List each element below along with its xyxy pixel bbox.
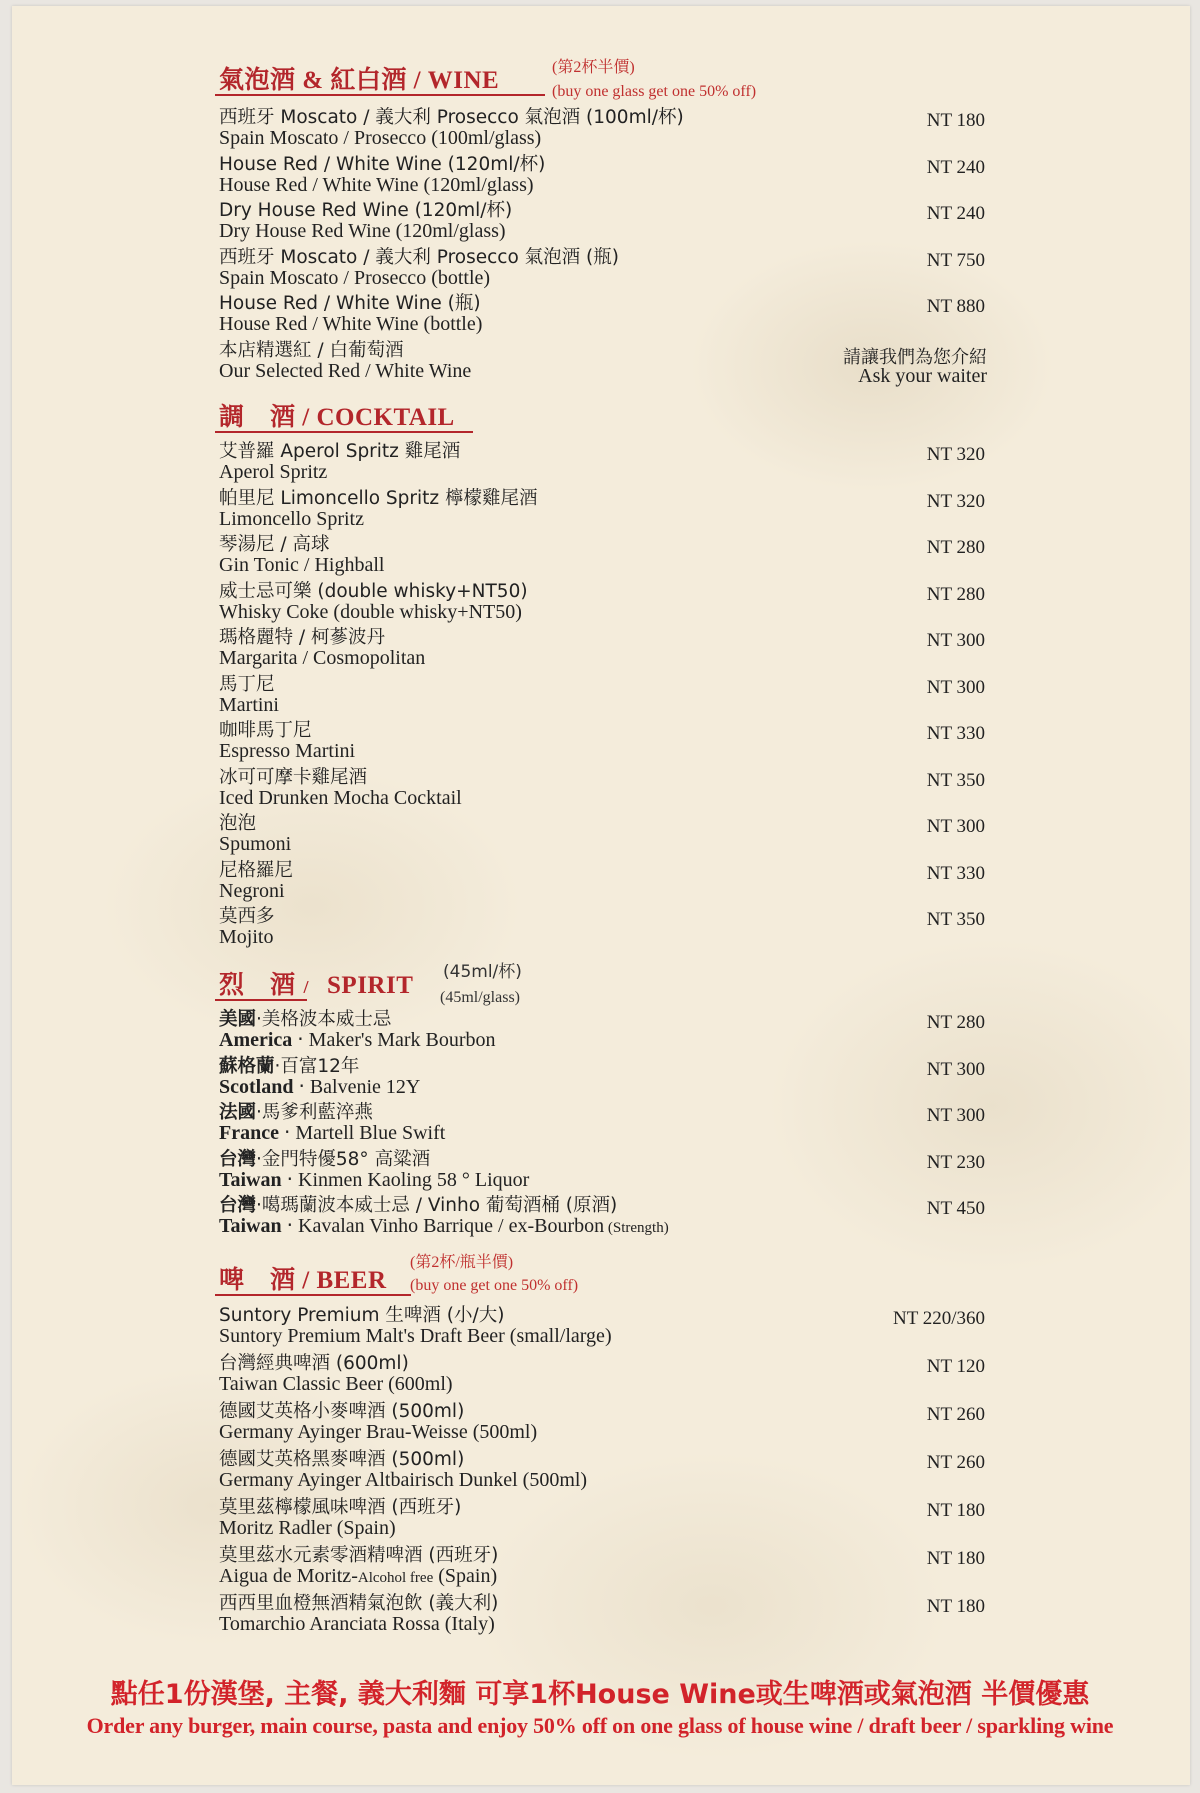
item-name-zh: 莫里茲檸檬風味啤酒 (西班牙) [219,1497,462,1518]
item-price: NT 230 [926,1151,985,1173]
item-price: NT 280 [926,583,985,605]
item-country-zh: 法國 [219,1102,257,1123]
item-name-zh: 冰可可摩卡雞尾酒 [219,766,368,788]
beer-item [219,1306,999,1346]
item-name-zh [219,1150,999,1170]
item-price: NT 280 [926,1012,985,1033]
item-name-en [219,1216,999,1238]
item-name-en: Spumoni [219,833,292,855]
promo-footer-en: Order any burger, main course, pasta and enjoy 50% off on one glass of house wine / draft beer / sparkling wine [86,1713,1114,1738]
item-price: NT 120 [926,1356,985,1377]
item-price: NT 300 [926,1105,985,1126]
beer-item [219,1546,999,1588]
item-name-zh: 泡泡 [219,813,257,834]
beer-item [219,1594,999,1634]
spirit-note-zh: (45ml/杯) [443,962,522,982]
beer-promo-note-en: (buy one get one 50% off) [410,1277,579,1294]
item-price: NT 240 [926,156,985,178]
item-price: NT 350 [926,909,985,930]
beer-section-title: 啤 酒 / BEER [219,1260,387,1296]
item-name-en: Spain Moscato / Prosecco (100ml/glass) [219,127,542,149]
spirit-item [219,1010,999,1050]
cocktail-item [219,442,999,482]
item-name-zh [219,1057,999,1077]
item-price: NT 300 [926,1058,985,1080]
cocktail-item [219,582,999,622]
item-spirit-zh: ‧噶瑪蘭波本威士忌 / Vinho 葡萄酒桶 (原酒) [256,1195,618,1216]
cocktail-item [219,768,999,808]
beer-item [219,1402,999,1442]
item-name-en: Espresso Martini [219,740,356,762]
item-price: NT 240 [926,203,985,224]
item-name-en: Spain Moscato / Prosecco (bottle) [219,266,491,289]
item-price: NT 300 [926,630,985,651]
item-price: NT 750 [926,249,985,271]
item-name-en: Germany Ayinger Brau-Weisse (500ml) [219,1421,538,1443]
cocktail-section-title: 調 酒 / COCKTAIL [219,397,455,433]
spirit-item [219,1196,999,1238]
item-spirit-zh: ‧美格波本威士忌 [256,1009,392,1030]
item-spirit-en-note: (Strength) [604,1220,669,1236]
item-name-en [219,1030,999,1050]
item-price: NT 180 [926,110,985,131]
item-name-zh: Suntory Premium 生啤酒 (小/大) [219,1305,505,1326]
item-price: NT 330 [926,723,985,744]
item-name-zh: 莫里茲水元素零酒精啤酒 (西班牙) [219,1545,499,1566]
item-name-en: Aigua de Moritz-Alcohol free (Spain) [219,1565,498,1587]
cocktail-item [219,675,999,715]
item-name-zh: House Red / White Wine (120ml/杯) [219,153,546,175]
item-name-zh [219,1103,999,1123]
item-country-zh: 蘇格蘭 [219,1055,275,1077]
item-name-en: Margarita / Cosmopolitan [219,647,426,669]
item-country-zh: 台灣 [219,1148,257,1170]
item-name-en: Germany Ayinger Altbairisch Dunkel (500ml) [219,1469,588,1491]
item-spirit-en: ‧ Maker's Mark Bourbon [292,1029,496,1051]
item-spirit-en: ‧ Balvenie 12Y [293,1075,421,1098]
item-name-zh: Dry House Red Wine (120ml/杯) [219,200,513,221]
item-price: 請讓我們為您介紹 [843,346,987,368]
item-name-en: Suntory Premium Malt's Draft Beer (small/large) [219,1325,612,1347]
item-name-en: Mojito [219,926,274,948]
item-name-zh: 德國艾英格黑麥啤酒 (500ml) [219,1449,465,1470]
cocktail-item [219,814,999,854]
item-price: NT 330 [926,862,985,884]
beer-item [219,1354,999,1394]
item-price-note: Ask your waiter [858,364,987,387]
item-price: NT 300 [926,816,985,837]
item-name-zh [219,1010,999,1030]
wine-item [219,108,999,148]
item-name-en: Gin Tonic / Highball [219,554,385,576]
item-name-zh: 本店精選紅 / 白葡萄酒 [219,339,404,361]
item-name-en [219,1077,999,1097]
wine-promo-note-zh: (第2杯半價) [552,59,635,76]
item-name-en: Martini [219,693,279,716]
item-name-en: Dry House Red Wine (120ml/glass) [219,220,506,242]
cocktail-item [219,628,999,668]
item-name-en: Whisky Coke (double whisky+NT50) [219,600,522,623]
cocktail-item [219,489,999,529]
item-name-zh: 艾普羅 Aperol Spritz 雞尾酒 [219,441,461,462]
item-name-en: Iced Drunken Mocha Cocktail [219,786,462,809]
item-spirit-zh: ‧馬爹利藍淬燕 [256,1102,373,1123]
item-name-zh: 咖啡馬丁尼 [219,720,312,741]
spirit-section-title: 烈 酒 / SPIRIT [219,965,413,1001]
item-name-zh: 尼格羅尼 [219,859,294,881]
item-name-zh: 威士忌可樂 (double whisky+NT50) [219,580,528,602]
item-name-en: House Red / White Wine (120ml/glass) [219,173,534,196]
item-name-zh: 西班牙 Moscato / 義大利 Prosecco 氣泡酒 (100ml/杯) [219,107,684,128]
cocktail-item [219,907,999,947]
item-price: NT 320 [926,490,985,512]
beer-item [219,1498,999,1538]
wine-section-title: 氣泡酒 & 紅白酒 / WINE [219,60,499,96]
item-spirit-en: ‧ Martell Blue Swift [278,1122,446,1144]
wine-item [219,339,999,387]
item-spirit-en: ‧ Kavalan Vinho Barrique / ex-Bourbon [281,1215,605,1237]
item-country-zh: 台灣 [219,1195,257,1216]
item-country-en: Taiwan [219,1168,282,1191]
item-name-zh: 琴湯尼 / 高球 [219,534,330,555]
item-name-zh: 莫西多 [219,906,275,927]
item-price: NT 260 [926,1404,985,1425]
item-country-en: America [219,1029,293,1051]
wine-item [219,248,999,288]
item-name-zh: 西西里血橙無酒精氣泡飲 (義大利) [219,1593,499,1614]
item-name-en: Limoncello Spritz [219,507,364,530]
item-spirit-zh: ‧金門特優58° 高粱酒 [256,1148,431,1170]
beer-item [219,1450,999,1490]
item-price: NT 180 [926,1548,985,1569]
item-price: NT 220/360 [892,1308,985,1329]
item-price: NT 450 [926,1198,985,1219]
item-name-zh: 瑪格麗特 / 柯蔘波丹 [219,627,385,648]
wine-promo-note-en: (buy one glass get one 50% off) [552,83,757,100]
item-name-en: Aperol Spritz [219,461,328,483]
cocktail-item [219,721,999,761]
item-name-zh: 馬丁尼 [219,673,275,695]
item-name-en: House Red / White Wine (bottle) [219,313,483,335]
item-name-zh [219,1196,999,1216]
item-name-zh: 西班牙 Moscato / 義大利 Prosecco 氣泡酒 (瓶) [219,246,619,268]
item-price: NT 260 [926,1452,985,1473]
spirit-item [219,1057,999,1097]
item-price: NT 880 [926,296,985,317]
item-country-en: France [219,1122,279,1144]
item-name-en [219,1170,999,1190]
item-price: NT 280 [926,537,985,558]
item-name-en: Moritz Radler (Spain) [219,1517,396,1539]
spirit-note-en: (45ml/glass) [440,989,520,1006]
item-name-en: Taiwan Classic Beer (600ml) [219,1373,453,1395]
beer-promo-note-zh: (第2杯/瓶半價) [410,1254,514,1271]
wine-item [219,201,999,241]
wine-item [219,155,999,195]
item-name-zh: 台灣經典啤酒 (600ml) [219,1353,409,1374]
item-spirit-en: ‧ Kinmen Kaoling 58 ° Liquor [281,1168,530,1191]
item-price: NT 180 [926,1596,985,1617]
item-name-en: Our Selected Red / White Wine [219,359,472,382]
spirit-item [219,1103,999,1143]
promo-footer-zh: 點任1份漢堡, 主餐, 義大利麵 可享1杯House Wine或生啤酒或氣泡酒 半價優惠 [110,1679,1090,1710]
item-price: NT 300 [926,676,985,698]
item-name-en: Tomarchio Aranciata Rossa (Italy) [219,1613,495,1635]
item-name-zh: 德國艾英格小麥啤酒 (500ml) [219,1401,465,1422]
item-spirit-zh: ‧百富12年 [274,1055,360,1077]
wine-item [219,294,999,334]
cocktail-item [219,535,999,575]
item-name-en [219,1123,999,1143]
item-name-zh: 帕里尼 Limoncello Spritz 檸檬雞尾酒 [219,487,538,509]
cocktail-item [219,861,999,901]
item-price: NT 180 [926,1500,985,1521]
item-name-zh: House Red / White Wine (瓶) [219,293,481,314]
item-country-en: Scotland [219,1075,294,1098]
item-country-zh: 美國 [219,1009,257,1030]
item-country-en: Taiwan [219,1215,282,1237]
item-price: NT 320 [926,444,985,465]
spirit-item [219,1150,999,1190]
item-name-en-note: Alcohol free [357,1570,434,1586]
item-price: NT 350 [926,769,985,791]
item-name-en: Negroni [219,879,285,902]
